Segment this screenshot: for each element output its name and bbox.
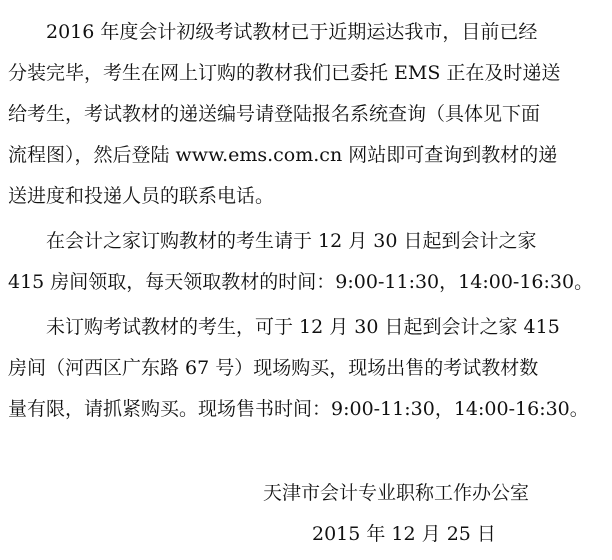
paragraph-1-line-4: 流程图），然后登陆 www.ems.com.cn 网站即可查询到教材的递: [8, 144, 558, 166]
paragraph-3-line-2: 房间（河西区广东路 67 号）现场购买，现场出售的考试教材数: [8, 357, 539, 379]
paragraph-1-line-5: 送进度和投递人员的联系电话。: [8, 185, 275, 207]
paragraph-1-line-1: 2016 年度会计初级考试教材已于近期运达我市，目前已经: [46, 21, 538, 43]
paragraph-3-line-3: 量有限，请抓紧购买。现场售书时间：9:00-11:30，14:00-16:30。: [8, 398, 589, 420]
paragraph-2-line-2: 415 房间领取，每天领取教材的时间：9:00-11:30，14:00-16:30。: [8, 271, 594, 293]
paragraph-3-line-1: 未订购考试教材的考生，可于 12 月 30 日起到会计之家 415: [46, 316, 560, 338]
paragraph-1-line-2: 分装完毕，考生在网上订购的教材我们已委托 EMS 正在及时递送: [8, 62, 561, 84]
issuing-office: 天津市会计专业职称工作办公室: [263, 482, 530, 504]
paragraph-2-line-1: 在会计之家订购教材的考生请于 12 月 30 日起到会计之家: [46, 230, 537, 252]
issue-date: 2015 年 12 月 25 日: [312, 523, 496, 545]
paragraph-1-line-3: 给考生，考试教材的递送编号请登陆报名系统查询（具体见下面: [8, 103, 541, 125]
